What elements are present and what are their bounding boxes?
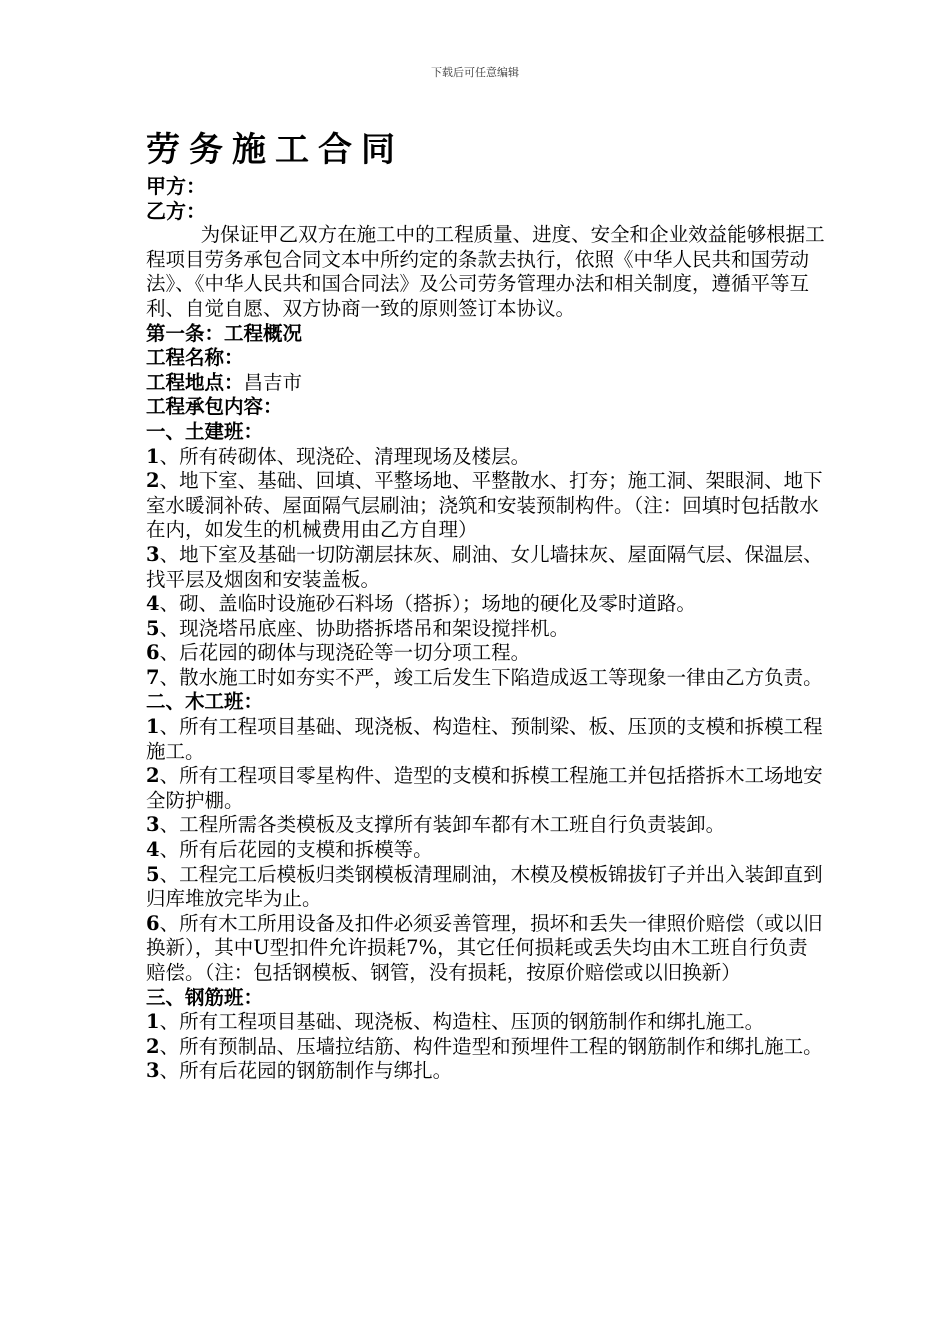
list-item bbox=[146, 863, 826, 912]
list-item-number: 7 bbox=[146, 665, 160, 689]
list-item-text: 、地下室、基础、回填、平整场地、平整散水、打夯；施工洞、架眼洞、地下室水暖洞补砖、屋面隔气层刷油；浇筑和安装预制构件。（注：回填时包括散水在内，如发生的机械费用由乙方自理） bbox=[146, 469, 823, 542]
list-item bbox=[146, 445, 826, 470]
list-item bbox=[146, 543, 826, 592]
list-item-text: 、所有木工所用设备及扣件必须妥善管理，损坏和丢失一律照价赔偿（或以旧换新），其中U型扣件允许损耗7%，其它任何损耗或丢失均由木工班自行负责赔偿。（注：包括钢模板、钢管，没有损耗，按原价赔偿或以旧换新） bbox=[146, 911, 823, 984]
list-item bbox=[146, 592, 826, 617]
list-item bbox=[146, 838, 826, 863]
list-item-number: 1 bbox=[146, 444, 160, 468]
list-item-text: 、现浇塔吊底座、协助搭拆塔吊和架设搅拌机。 bbox=[159, 616, 570, 640]
list-item-number: 2 bbox=[146, 764, 160, 788]
list-item-number: 2 bbox=[146, 469, 160, 493]
page-header-note: 下载后可任意编辑 bbox=[431, 66, 519, 79]
party-b-label: 乙方： bbox=[146, 198, 206, 223]
list-item-text: 、所有后花园的支模和拆模等。 bbox=[159, 838, 433, 862]
list-item-number: 4 bbox=[146, 592, 160, 616]
section-list bbox=[146, 420, 826, 1084]
project-location bbox=[146, 371, 826, 396]
list-item-number: 4 bbox=[146, 838, 160, 862]
list-item-number: 1 bbox=[146, 1010, 160, 1034]
list-item-number: 3 bbox=[146, 542, 160, 566]
list-item bbox=[146, 617, 826, 642]
list-item-text: 、地下室及基础一切防潮层抹灰、刷油、女儿墙抹灰、屋面隔气层、保温层、找平层及烟囱和安装盖板。 bbox=[146, 542, 823, 591]
project-scope-label: 工程承包内容： bbox=[146, 395, 283, 419]
list-item-number: 6 bbox=[146, 911, 160, 935]
list-item bbox=[146, 1035, 826, 1060]
party-a-label: 甲方： bbox=[146, 174, 206, 198]
list-item bbox=[146, 1010, 826, 1035]
list-item bbox=[146, 469, 826, 543]
list-item bbox=[146, 715, 826, 764]
list-item-text: 、所有预制品、压墙拉结筋、构件造型和预埋件工程的钢筋制作和绑扎施工。 bbox=[159, 1034, 823, 1058]
list-item-text: 、所有砖砌体、现浇砼、清理现场及楼层。 bbox=[159, 444, 531, 468]
list-item-number: 2 bbox=[146, 1034, 160, 1058]
list-item-text: 、所有工程项目基础、现浇板、构造柱、预制梁、板、压顶的支模和拆模工程施工。 bbox=[146, 715, 823, 763]
project-location-value: 昌吉市 bbox=[243, 370, 303, 394]
list-item-text: 、工程所需各类模板及支撑所有装卸车都有木工班自行负责装卸。 bbox=[159, 813, 726, 837]
list-item-text: 、散水施工时如夯实不严，竣工后发生下陷造成返工等现象一律由乙方负责。 bbox=[159, 665, 823, 689]
article-1-heading: 第一条：工程概况 bbox=[146, 321, 303, 345]
list-item-number: 5 bbox=[146, 862, 160, 886]
list-item-text: 、所有工程项目零星构件、造型的支模和拆模工程施工并包括搭拆木工场地安全防护棚。 bbox=[146, 764, 823, 812]
document-title: 劳务施工合同 bbox=[146, 130, 404, 170]
list-item-text: 、砌、盖临时设施砂石料场（搭拆）；场地的硬化及零时道路。 bbox=[159, 592, 696, 616]
list-item bbox=[146, 813, 826, 838]
list-item-text: 、所有工程项目基础、现浇板、构造柱、压顶的钢筋制作和绑扎施工。 bbox=[159, 1010, 765, 1034]
section-heading: 一、土建班： bbox=[146, 419, 264, 443]
document-body bbox=[146, 174, 826, 1084]
list-item bbox=[146, 666, 826, 691]
list-item-number: 1 bbox=[146, 715, 160, 739]
project-name-label: 工程名称： bbox=[146, 346, 244, 370]
list-item-text: 、所有后花园的钢筋制作与绑扎。 bbox=[159, 1059, 453, 1083]
list-item-number: 3 bbox=[146, 1059, 160, 1083]
list-item bbox=[146, 912, 826, 986]
intro-paragraph: 为保证甲乙双方在施工中的工程质量、进度、安全和企业效益能够根据工程项目劳务承包合同文本中所约定的条款去执行，依照《中华人民共和国劳动法》、《中华人民共和国合同法》及公司劳务管理办法和相关制度，遵循平等互利、自觉自愿、双方协商一致的原则签订本协议。 bbox=[146, 223, 825, 320]
list-item-text: 、后花园的砌体与现浇砼等一切分项工程。 bbox=[159, 641, 531, 665]
list-item-number: 6 bbox=[146, 641, 160, 665]
list-item-text: 、工程完工后模板归类钢模板清理刷油，木模及模板锦拔钉子并出入装卸直到归库堆放完毕为止。 bbox=[146, 862, 823, 911]
section-heading: 二、木工班： bbox=[146, 690, 264, 714]
list-item bbox=[146, 1059, 826, 1084]
section-heading: 三、钢筋班： bbox=[146, 985, 264, 1009]
list-item-number: 3 bbox=[146, 813, 160, 837]
list-item-number: 5 bbox=[146, 616, 160, 640]
list-item bbox=[146, 641, 826, 666]
list-item bbox=[146, 764, 826, 813]
project-location-label: 工程地点： bbox=[146, 370, 244, 394]
